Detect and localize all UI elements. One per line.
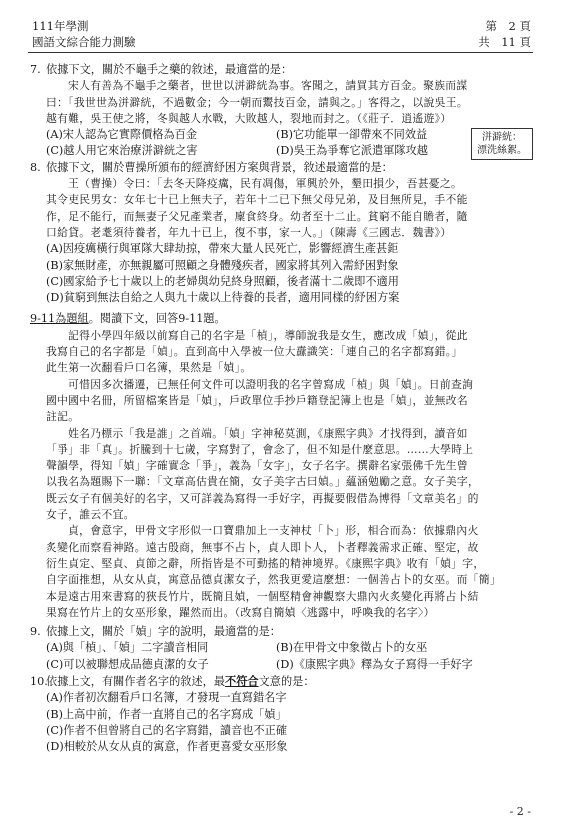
- question-9: [30, 624, 535, 673]
- passage-line: 以我名為題賜下一聯：「文章高估貴在簡，女子美字古曰媜。」蘊涵勉勵之意。女子美字，: [46, 475, 480, 489]
- question-number: 9.: [30, 625, 41, 639]
- passage-line: 國中國中名冊，所留檔案皆是「媜」，戶政單位手抄戶籍登記簿上也是「媜」，並無改名: [46, 393, 468, 407]
- option-d[interactable]: (D)貧窮到無法自給之人與九十歲以上待養的長者，適用同樣的紓困方案: [46, 291, 400, 305]
- option-d[interactable]: (D)吳王為爭奪它派遣軍隊攻越: [276, 144, 428, 158]
- question-stem: 依據下文，關於不龜手之藥的敘述，最適當的是：: [46, 63, 293, 76]
- passage-line: 曰：「我世世為洴澼絖，不過數金；今一朝而鬻技百金，請與之。」客得之，以說吳王。: [46, 95, 468, 109]
- question-stem-end: 文意的是：: [258, 674, 315, 688]
- question-number: 10.: [30, 674, 48, 688]
- exam-content: [30, 62, 535, 755]
- passage-line: 作，足不能行，而無妻子父兄產業者，廩食終身。幼者至十二止。貧窮不能自贍者，隨: [46, 209, 468, 223]
- option-a[interactable]: (A)與「楨」、「媜」二字讀音相同: [46, 641, 209, 655]
- question-number: 7.: [30, 63, 41, 76]
- group-instruction: 。閱讀下文，回答9-11題。: [88, 312, 226, 326]
- header-right: [478, 18, 531, 50]
- option-c[interactable]: (C)越人用它來治療洴澼絖之害: [46, 144, 198, 158]
- passage-line: 「爭」非「真」。折騰到十七歲，字寫對了，會念了，但不知是什麼意思。……大學時上: [46, 442, 474, 456]
- passage-line: 貞，會意字，甲骨文字形似一口寶鼎加上一支神杖「卜」形，相合而為：依據鼎內火: [68, 524, 479, 538]
- question-stem: 依據上文，有關作者名字的敘述，最: [46, 674, 226, 688]
- question-stem: 依據上文，關於「媜」字的說明，最適當的是：: [46, 625, 281, 639]
- option-b[interactable]: (B)它功能單一卻帶來不同效益: [276, 128, 428, 142]
- passage-line: 炙變化而察看神路。遠古殷商，無事不占卜，貞人即卜人，卜者釋義需求正確、堅定，故: [46, 540, 479, 554]
- footnote-term: 洴澼絖：: [482, 132, 522, 143]
- page-footer: - 2 -: [509, 805, 531, 818]
- passage-line: 本是遠古用來書寫的狹長竹片，既簡且媜，一個堅精會神觀察大鼎內火炙變化再將占卜結: [46, 589, 479, 603]
- question-number: 8.: [30, 160, 41, 174]
- footnote-definition: 漂洗絲絮。: [477, 145, 527, 156]
- question-10: [30, 673, 535, 755]
- passage-line: 口給貸。老耄須待養者，年九十已上，復不事，家一人。」（陳壽《三國志．魏書》）: [46, 225, 452, 239]
- passage-line: 既云女子有個美好的名字，又可詳義為寫得一手好字，再擬要假借為博得「文章美名」的: [46, 491, 479, 505]
- option-c[interactable]: (C)作者不但曾將自己的名字寫錯，讀音也不正確: [46, 723, 288, 737]
- option-a[interactable]: (A)因疫癘橫行與軍隊大肆劫掠，帶來大量人民死亡，影響經濟生產甚鉅: [46, 242, 399, 256]
- options: [46, 640, 535, 673]
- passage-line: 聲韻學，得知「媜」字確實念「爭」，義為「女字」，女子名字。撰辭名家張佛千先生曾: [46, 459, 468, 473]
- passage-line: 此生第一次翻看戶口名簿，果然是「媜」。: [46, 361, 252, 375]
- emphasis-not-match: 不符合: [225, 673, 259, 688]
- header-left: [32, 18, 136, 50]
- page-number: 第 2 頁: [485, 19, 531, 33]
- option-a[interactable]: (A)宋人認為它實際價格為百金: [46, 128, 198, 142]
- passage-line: 衍生貞定、堅貞、貞節之辭，所指皆是不可動搖的精神境界。《康熙字典》收有「媜」字，: [46, 556, 485, 570]
- passage-line: 姓名乃標示「我是誰」之首端。「媜」字神秘莫測，《康熙字典》才找得到，讀音如: [68, 426, 468, 440]
- passage-line: 女子，誰云不宜。: [46, 508, 135, 522]
- passage-line: 越有難，吳王使之將，冬與越人水戰，大敗越人，裂地而封之。（《莊子．逍遙遊》）: [46, 111, 452, 125]
- passage-line: 宋人有善為不龜手之藥者，世世以洴澼絖為事。客聞之，請買其方百金。聚族而謀: [68, 79, 468, 93]
- option-d[interactable]: (D)《康熙字典》釋為女子寫得一手好字: [276, 657, 473, 671]
- passage-line: 註記。: [46, 410, 80, 424]
- options: [46, 127, 535, 160]
- passage-line: 其令吏民男女：女年七十已上無夫子，若年十二已下無父母兄弟，及目無所見，手不能: [46, 193, 468, 207]
- passage-line: 果寫在竹片上的女巫形象，躍然而出。（改寫自簡媜〈逃露中，呼喚我的名字〉）: [46, 605, 435, 619]
- passage-line: 王（曹操）令曰：「去冬天降疫癘，民有凋傷，軍興於外，墾田損少，吾甚憂之。: [68, 177, 463, 191]
- option-b[interactable]: (B)上高中前，作者一直將自己的名字寫成「媜」: [46, 707, 287, 721]
- passage-line: 自字面推想，从女从貞，寓意品德貞潔女子，然我更愛這麼想：一個善占卜的女巫。而「簡」: [46, 573, 501, 587]
- option-a[interactable]: (A)作者初次翻看戶口名簿，才發現一直寫錯名字: [46, 691, 287, 705]
- exam-year: 111年學測: [32, 19, 89, 33]
- passage-line: 記得小學四年級以前寫自己的名字是「楨」，導師說我是女生，應改成「媜」，從此: [68, 328, 468, 342]
- option-c[interactable]: (C)國家給予七十歲以上的老婦與幼兒終身照顧，後者滿十二歲即不適用: [46, 274, 399, 288]
- question-group-9-11: [30, 311, 535, 621]
- footnote-box: [471, 128, 533, 160]
- option-b[interactable]: (B)在甲骨文中象徵占卜的女巫: [276, 641, 428, 655]
- question-7: [30, 62, 535, 160]
- option-d[interactable]: (D)相較於从女从貞的寓意，作者更喜愛女巫形象: [46, 740, 288, 754]
- page-total: 共 11 頁: [478, 35, 531, 49]
- question-8: [30, 160, 535, 307]
- question-stem: 依據下文，關於曹操所頒布的經濟紓困方案與背景，敘述最適當的是：: [46, 160, 393, 174]
- option-b[interactable]: (B)家無財產，亦無親屬可照顧之身體殘疾者，國家將其列入需紓困對象: [46, 258, 399, 272]
- header-divider: [28, 52, 533, 53]
- exam-subject: 國語文綜合能力測驗: [32, 35, 136, 49]
- passage-line: 可惜因多次播遷，已無任何文件可以證明我的名字曾寫成「楨」與「媜」。日前查詢: [68, 377, 474, 391]
- option-c[interactable]: (C)可以被聯想成品德貞潔的女子: [46, 657, 209, 671]
- group-label: 9-11為題組: [30, 312, 89, 326]
- passage-line: 我寫自己的名字都是「媜」。直到高中入學被一位大纛識笑：「連自己的名字都寫錯。」: [46, 345, 463, 359]
